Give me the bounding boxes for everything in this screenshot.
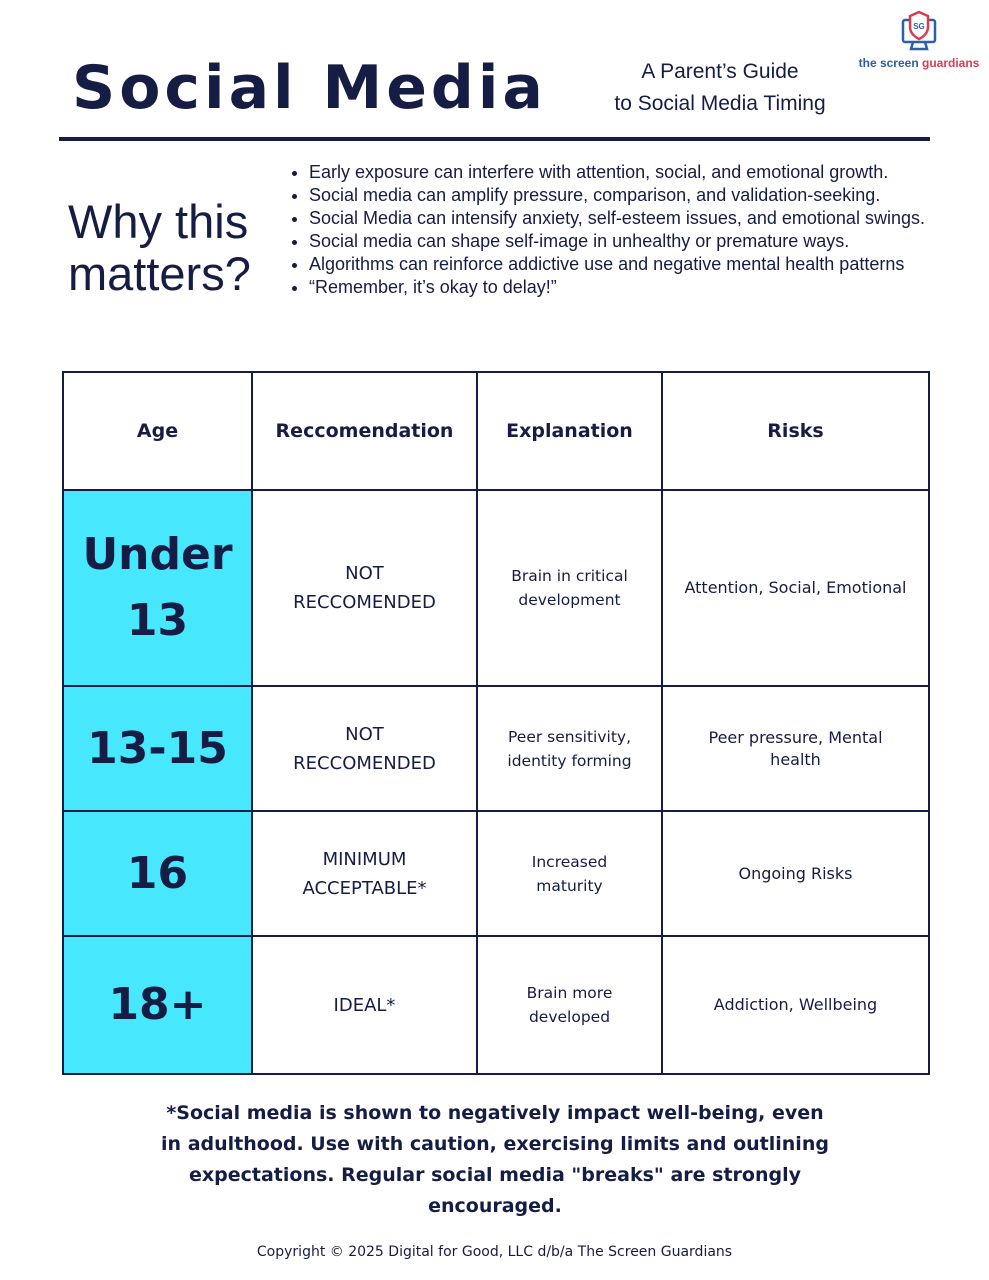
explanation-text: Increased bbox=[531, 852, 608, 871]
age-label: Under bbox=[82, 529, 233, 580]
page-subtitle bbox=[590, 56, 850, 120]
explanation-text: maturity bbox=[536, 876, 603, 895]
table-header-row bbox=[63, 372, 929, 490]
recommendation-cell bbox=[252, 686, 477, 811]
header-risks: Risks bbox=[662, 372, 929, 490]
risks-cell bbox=[662, 490, 929, 686]
table-row bbox=[63, 490, 929, 686]
recommendation-text: IDEAL* bbox=[333, 994, 396, 1016]
bullet-item: • Early exposure can interfere with attention, social, and emotional growth. bbox=[309, 161, 989, 184]
risks-text: health bbox=[770, 749, 821, 769]
header-recommendation: Reccomendation bbox=[252, 372, 477, 490]
brand-logo bbox=[850, 8, 988, 70]
risks-text: Ongoing Risks bbox=[738, 863, 853, 883]
explanation-text: identity forming bbox=[507, 751, 632, 770]
recommendation-cell bbox=[252, 936, 477, 1074]
age-cell bbox=[63, 936, 252, 1074]
bullet-item: • Social media can amplify pressure, comparison, and validation-seeking. bbox=[309, 184, 989, 207]
explanation-text: developed bbox=[528, 1008, 611, 1026]
bullet-item: • “Remember, it’s okay to delay!” bbox=[309, 276, 989, 299]
risks-text: Peer pressure, Mental bbox=[708, 727, 883, 747]
recommendation-text: RECCOMENDED bbox=[293, 592, 436, 613]
age-cell bbox=[63, 686, 252, 811]
table-row bbox=[63, 686, 929, 811]
shield-monitor-icon bbox=[899, 8, 939, 54]
logo-word-2: guardians bbox=[922, 56, 980, 70]
risks-text: Attention, Social, Emotional bbox=[684, 578, 907, 597]
age-label: 16 bbox=[126, 847, 189, 899]
why-heading-line-2: matters? bbox=[68, 247, 251, 300]
table-row bbox=[63, 811, 929, 936]
risks-cell bbox=[662, 936, 929, 1074]
recommendation-text: MINIMUM bbox=[322, 848, 407, 870]
svg-text:SG: SG bbox=[913, 22, 925, 31]
explanation-cell bbox=[477, 686, 662, 811]
subtitle-line-1: A Parent’s Guide bbox=[641, 60, 799, 83]
risks-cell bbox=[662, 811, 929, 936]
recommendation-text: RECCOMENDED bbox=[293, 752, 436, 774]
explanation-text: development bbox=[518, 591, 621, 609]
age-label: 18+ bbox=[108, 979, 207, 1030]
explanation-cell bbox=[477, 811, 662, 936]
header-age: Age bbox=[63, 372, 252, 490]
header-explanation: Explanation bbox=[477, 372, 662, 490]
recommendation-text: NOT bbox=[345, 563, 384, 584]
footnote: *Social media is shown to negatively impact well-being, even in adulthood. Use with caution, exercising limits and outlining expectations. Regular social media "breaks" are strongly encouraged. bbox=[161, 1102, 829, 1217]
recommendation-cell bbox=[252, 490, 477, 686]
logo-word-1: the screen bbox=[858, 56, 922, 70]
table-row bbox=[63, 936, 929, 1074]
age-cell bbox=[63, 811, 252, 936]
header-divider bbox=[59, 137, 930, 141]
bullet-item: • Social Media can intensify anxiety, self-esteem issues, and emotional swings. bbox=[309, 207, 989, 230]
bullet-item: • Social media can shape self-image in unhealthy or premature ways. bbox=[309, 230, 989, 253]
risks-text: Addiction, Wellbeing bbox=[713, 995, 878, 1014]
age-label: 13 bbox=[126, 595, 189, 646]
explanation-text: Brain more bbox=[526, 984, 613, 1002]
recommendation-cell bbox=[252, 811, 477, 936]
copyright: Copyright © 2025 Digital for Good, LLC d/b/a The Screen Guardians bbox=[256, 1244, 733, 1260]
subtitle-line-2: to Social Media Timing bbox=[614, 92, 826, 115]
explanation-text: Peer sensitivity, bbox=[507, 727, 632, 746]
logo-wordmark bbox=[850, 56, 988, 70]
why-bullet-list bbox=[288, 161, 989, 299]
why-heading-line-1: Why this bbox=[68, 195, 249, 248]
risks-cell bbox=[662, 686, 929, 811]
age-cell bbox=[63, 490, 252, 686]
why-heading bbox=[68, 196, 251, 300]
page-title: Social Media bbox=[72, 53, 547, 123]
age-label: 13-15 bbox=[87, 722, 228, 774]
recommendation-text: NOT bbox=[345, 723, 384, 745]
age-guide-table bbox=[62, 371, 930, 1075]
explanation-text: Brain in critical bbox=[511, 567, 628, 585]
recommendation-text: ACCEPTABLE* bbox=[302, 877, 427, 899]
explanation-cell bbox=[477, 936, 662, 1074]
explanation-cell bbox=[477, 490, 662, 686]
bullet-item: • Algorithms can reinforce addictive use and negative mental health patterns bbox=[309, 253, 989, 276]
